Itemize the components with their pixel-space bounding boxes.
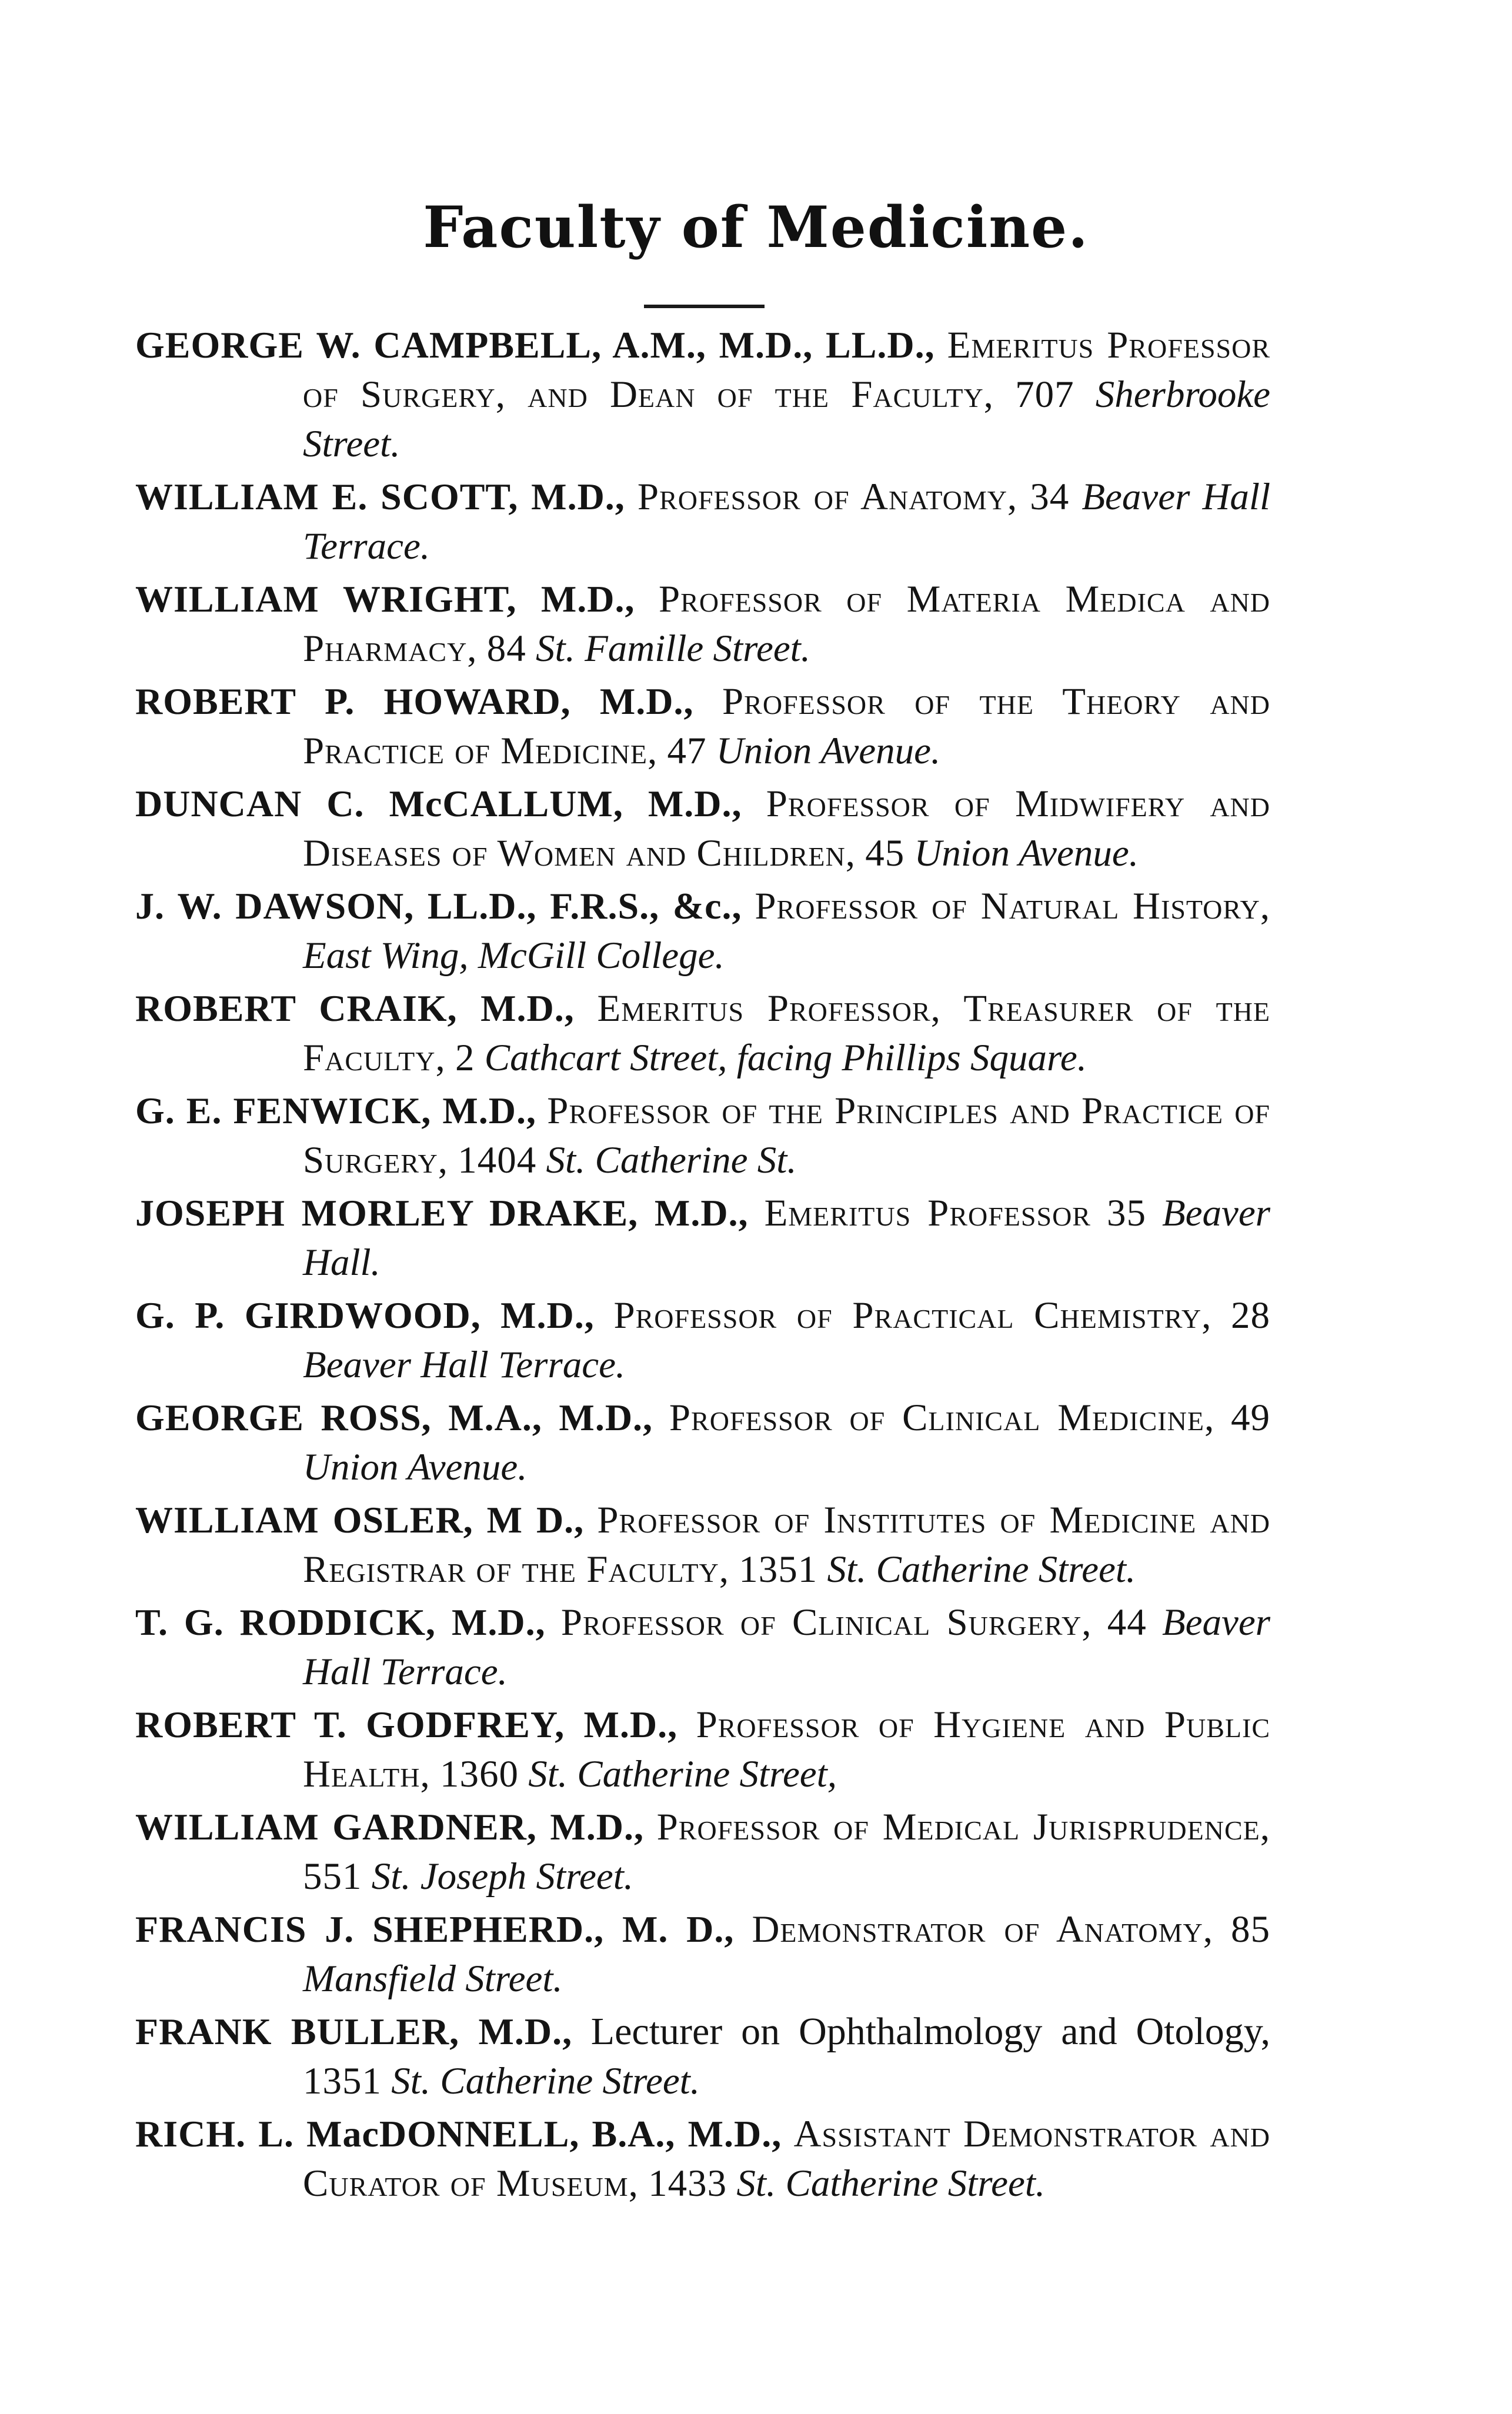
- entry-address: Union Avenue.: [716, 730, 941, 772]
- entry-address: St. Catherine Street,: [528, 1753, 837, 1795]
- entry-title: Emeritus Professor of Surgery, and Dean of the Faculty,: [303, 324, 1271, 416]
- entry-number: 1404: [458, 1139, 537, 1181]
- entry-name: ROBERT T. GODFREY, M.D.,: [135, 1704, 678, 1745]
- faculty-entry: [135, 1700, 1270, 1799]
- heading-rule: [644, 305, 765, 308]
- faculty-entry: [135, 1802, 1270, 1901]
- faculty-entry: [135, 575, 1270, 673]
- entry-number: 49: [1231, 1397, 1271, 1439]
- entry-address: Mansfield Street.: [303, 1958, 563, 2000]
- entry-address: St. Famille Street.: [536, 627, 810, 670]
- entry-name: G. P. GIRDWOOD, M.D.,: [135, 1294, 595, 1336]
- entry-name: GEORGE ROSS, M.A., M.D.,: [135, 1397, 653, 1438]
- entry-address: Sherbrooke Street.: [303, 373, 1271, 465]
- entry-address: St. Catherine Street.: [827, 1548, 1136, 1591]
- entry-title: Professor of the Principles and Practice of Surgery,: [303, 1090, 1270, 1181]
- faculty-entry: [135, 1393, 1270, 1492]
- entry-number: 84: [486, 627, 526, 670]
- entry-address: Beaver Hall.: [303, 1192, 1271, 1284]
- entry-name: J. W. DAWSON, LL.D., F.R.S., &c.,: [135, 885, 742, 927]
- entry-name: WILLIAM E. SCOTT, M.D.,: [135, 476, 625, 517]
- entry-number: 47: [667, 730, 707, 772]
- faculty-entry: [135, 1086, 1270, 1185]
- entry-title: Professor of Hygiene and Public Health,: [303, 1704, 1271, 1795]
- entry-title: Lecturer on Ophthalmology and Otology,: [590, 2010, 1271, 2053]
- entry-number: 551: [303, 1855, 362, 1898]
- entry-title: Emeritus Professor: [764, 1192, 1091, 1234]
- entry-name: ROBERT P. HOWARD, M.D.,: [135, 680, 694, 722]
- entry-name: ROBERT CRAIK, M.D.,: [135, 987, 575, 1029]
- entry-address: St. Catherine St.: [546, 1139, 797, 1181]
- faculty-list: [135, 320, 1270, 2212]
- entry-address: Beaver Hall Terrace.: [303, 476, 1271, 567]
- entry-title: Professor of Medical Jurisprudence,: [656, 1806, 1270, 1848]
- faculty-entry: [135, 1291, 1270, 1390]
- entry-name: DUNCAN C. McCALLUM, M.D.,: [135, 783, 742, 824]
- entry-address: Union Avenue.: [914, 832, 1139, 874]
- entry-name: FRANK BULLER, M.D.,: [135, 2011, 573, 2052]
- faculty-entry: [135, 1598, 1270, 1697]
- entry-number: 1360: [439, 1753, 519, 1795]
- entry-name: WILLIAM OSLER, M D.,: [135, 1499, 585, 1541]
- faculty-entry: [135, 320, 1270, 469]
- entry-address: St. Catherine Street.: [391, 2060, 700, 2102]
- entry-address: Union Avenue.: [303, 1446, 528, 1488]
- entry-title: Professor of Natural History,: [755, 885, 1271, 927]
- entry-number: 35: [1106, 1192, 1146, 1234]
- entry-name: JOSEPH MORLEY DRAKE, M.D.,: [135, 1192, 749, 1234]
- entry-title: Professor of Midwifery and Diseases of Women and Children,: [303, 783, 1270, 874]
- entry-number: 45: [865, 832, 905, 874]
- entry-title: Professor of Institutes of Medicine and Registrar of the Faculty,: [303, 1499, 1271, 1591]
- faculty-entry: [135, 1905, 1270, 2004]
- faculty-entry: [135, 472, 1270, 571]
- entry-number: 1351: [303, 2060, 382, 2102]
- page-heading: Faculty of Medicine.: [423, 194, 1089, 261]
- entry-number: 1433: [648, 2162, 727, 2205]
- entry-address: Beaver Hall Terrace.: [303, 1344, 626, 1386]
- entry-name: FRANCIS J. SHEPHERD., M. D.,: [135, 1908, 735, 1950]
- faculty-entry: [135, 677, 1270, 776]
- entry-title: Professor of Practical Chemistry,: [613, 1294, 1212, 1337]
- entry-name: T. G. RODDICK, M.D.,: [135, 1601, 546, 1643]
- entry-address: St. Catherine Street.: [736, 2162, 1046, 2205]
- entry-number: 1351: [739, 1548, 818, 1591]
- entry-title: Professor of the Theory and Practice of Medicine,: [303, 680, 1271, 772]
- entry-title: Assistant Demonstrator and Curator of Museum,: [303, 2113, 1271, 2205]
- faculty-entry: [135, 984, 1270, 1083]
- entry-title: Demonstrator of Anatomy,: [752, 1908, 1213, 1951]
- entry-address: East Wing, McGill College.: [303, 934, 725, 977]
- entry-number: 28: [1231, 1294, 1271, 1337]
- entry-title: Emeritus Professor, Treasurer of the Faculty,: [303, 987, 1271, 1079]
- entry-title: Professor of Clinical Medicine,: [669, 1397, 1215, 1439]
- entry-number: 34: [1030, 476, 1070, 518]
- faculty-entry: [135, 882, 1270, 980]
- entry-title: Professor of Materia Medica and Pharmacy,: [303, 578, 1271, 670]
- entry-title: Professor of Clinical Surgery,: [560, 1601, 1092, 1644]
- entry-name: GEORGE W. CAMPBELL, A.M., M.D., LL.D.,: [135, 324, 935, 366]
- entry-number: 85: [1231, 1908, 1271, 1951]
- faculty-entry: [135, 1495, 1270, 1594]
- faculty-entry: [135, 1188, 1270, 1287]
- entry-number: 707: [1015, 373, 1074, 416]
- faculty-entry: [135, 2007, 1270, 2106]
- entry-number: 2: [455, 1037, 475, 1079]
- entry-number: 44: [1107, 1601, 1147, 1644]
- entry-title: Professor of Anatomy,: [637, 476, 1018, 518]
- entry-name: RICH. L. MacDONNELL, B.A., M.D.,: [135, 2113, 782, 2155]
- entry-address: St. Joseph Street.: [371, 1855, 634, 1898]
- entry-name: WILLIAM WRIGHT, M.D.,: [135, 578, 635, 620]
- entry-name: WILLIAM GARDNER, M.D.,: [135, 1806, 644, 1848]
- faculty-entry: [135, 2109, 1270, 2208]
- entry-address: Beaver Hall Terrace.: [303, 1601, 1270, 1693]
- faculty-entry: [135, 779, 1270, 878]
- entry-name: G. E. FENWICK, M.D.,: [135, 1090, 537, 1131]
- entry-address: Cathcart Street, facing Phillips Square.: [484, 1037, 1087, 1079]
